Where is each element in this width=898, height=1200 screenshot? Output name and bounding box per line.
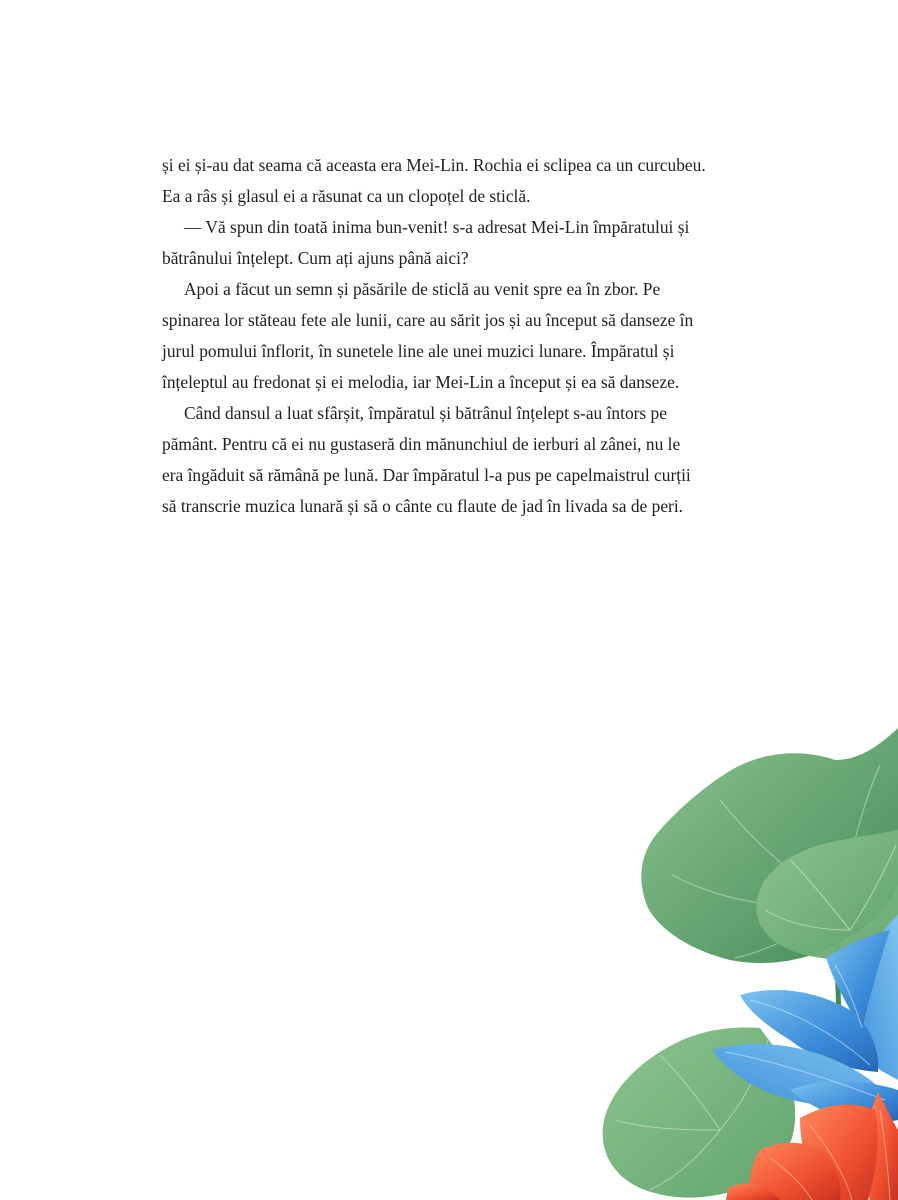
text-line: să transcrie muzica lunară și să o cânte cu flaute de jad în livada sa de peri.: [162, 496, 684, 516]
text-line: bătrânului înțelept. Cum ați ajuns până aici?: [162, 248, 469, 268]
text-line: era îngăduit să rămână pe lună. Dar împăratul l-a pus pe capelmaistrul curții: [162, 465, 691, 485]
text-line: Apoi a făcut un semn și păsările de sticlă au venit spre ea în zbor. Pe: [184, 279, 661, 299]
text-line: jurul pomului înflorit, în sunetele line ale unei muzici lunare. Împăratul și: [162, 341, 675, 361]
text-line: și ei și-au dat seama că aceasta era Mei-Lin. Rochia ei sclipea ca un curcubeu.: [162, 155, 706, 175]
text-line: Când dansul a luat sfârșit, împăratul și bătrânul înțelept s-au întors pe: [184, 403, 667, 423]
text-line: spinarea lor stăteau fete ale lunii, care au sărit jos și au început să danseze în: [162, 310, 694, 330]
text-line: înțeleptul au fredonat și ei melodia, iar Mei-Lin a început și ea să danseze.: [162, 372, 680, 392]
text-line: pământ. Pentru că ei nu gustaseră din mănunchiul de ierburi al zânei, nu le: [162, 434, 681, 454]
text-line: — Vă spun din toată inima bun-venit! s-a adresat Mei-Lin împăratului și: [184, 217, 690, 237]
text-line: Ea a râs și glasul ei a răsunat ca un clopoțel de sticlă.: [162, 186, 531, 206]
